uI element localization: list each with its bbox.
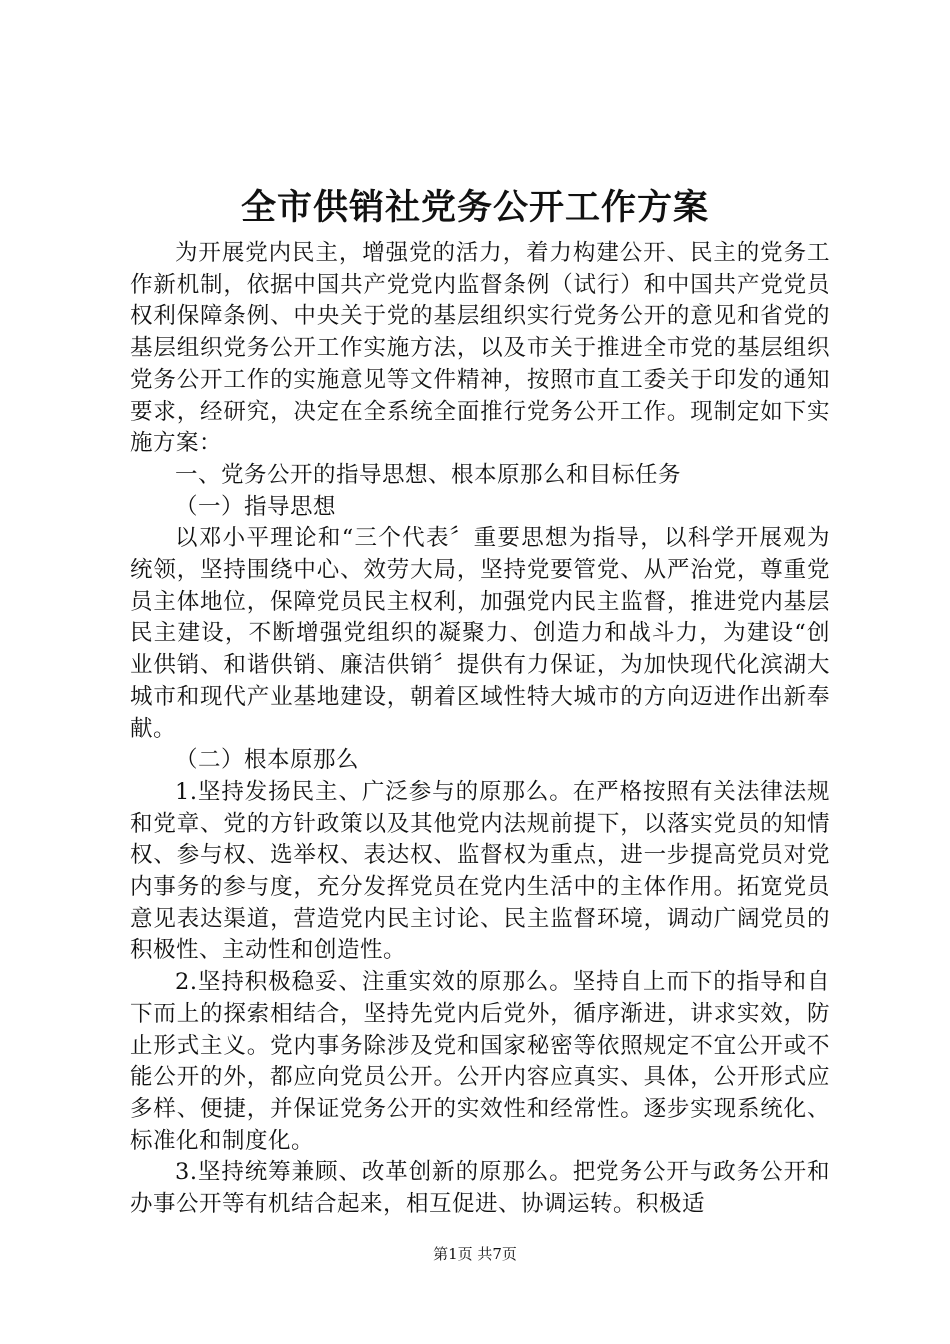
document-body	[130, 238, 830, 1221]
paragraph-principle-1: 1.坚持发扬民主、广泛参与的原那么。在严格按照有关法律法规和党章、党的方针政策以及其他党内法规前提下，以落实党员的知情权、参与权、选举权、表达权、监督权为重点，进一步提高党员对党内事务的参与度，充分发挥党员在党内生活中的主体作用。拓宽党员意见表达渠道，营造党内民主讨论、民主监督环境，调动广阔党员的积极性、主动性和创造性。	[130, 778, 830, 964]
paragraph-principle-2: 2.坚持积极稳妥、注重实效的原那么。坚持自上而下的指导和自下而上的探索相结合，坚持先党内后党外，循序渐进，讲求实效，防止形式主义。党内事务除涉及党和国家秘密等依照规定不宜公开或不能公开的外，都应向党员公开。公开内容应真实、具体，公开形式应多样、便捷，并保证党务公开的实效性和经常性。逐步实现系统化、标准化和制度化。	[130, 969, 830, 1154]
section-heading-1: 一、党务公开的指导思想、根本原那么和目标任务	[175, 461, 682, 488]
page-number-footer: 第1页 共7页	[433, 1245, 517, 1263]
subsection-heading-guiding-thought: （一）指导思想	[175, 493, 337, 520]
document-title: 全市供销社党务公开工作方案	[240, 188, 709, 228]
paragraph-intro: 为开展党内民主，增强党的活力，着力构建公开、民主的党务工作新机制，依据中国共产党党内监督条例（试行）和中国共产党党员权利保障条例、中央关于党的基层组织实行党务公开的意见和省党的基层组织党务公开工作实施方法，以及市关于推进全市党的基层组织党务公开工作的实施意见等文件精神，按照市直工委关于印发的通知要求，经研究，决定在全系统全面推行党务公开工作。现制定如下实施方案：	[130, 240, 830, 457]
paragraph-principle-3: 3.坚持统筹兼顾、改革创新的原那么。把党务公开与政务公开和办事公开等有机结合起来，相互促进、协调运转。积极适	[130, 1159, 830, 1218]
subsection-heading-principles: （二）根本原那么	[175, 747, 360, 774]
paragraph-guiding-thought: 以邓小平理论和“三个代表〞重要思想为指导，以科学开展观为统领，坚持围绕中心、效劳大局，坚持党要管党、从严治党，尊重党员主体地位，保障党员民主权利，加强党内民主监督，推进党内基层民主建设，不断增强党组织的凝聚力、创造力和战斗力，为建设“创业供销、和谐供销、廉洁供销〞提供有力保证，为加快现代化滨湖大城市和现代产业基地建设，朝着区域性特大城市的方向迈进作出新奉献。	[130, 525, 830, 742]
